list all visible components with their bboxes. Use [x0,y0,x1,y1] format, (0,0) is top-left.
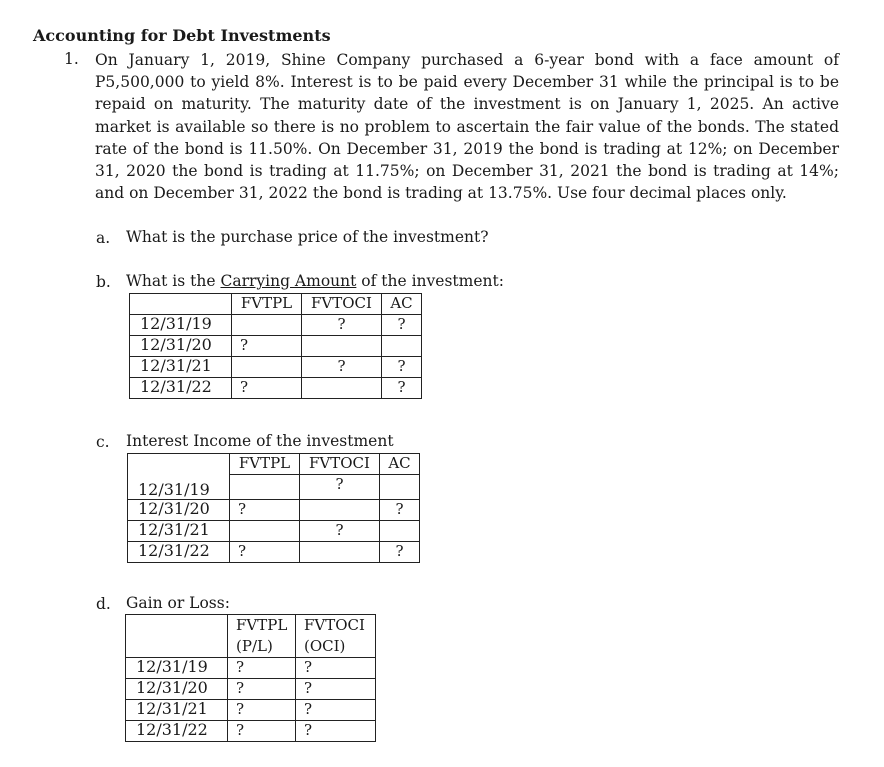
table-row [128,520,420,541]
part-a-text: What is the purchase price of the investment? [126,228,489,246]
part-d-marker: d. [96,595,111,613]
header-fvtpl: FVTPL [230,454,300,475]
table-row [130,336,422,357]
cell-ac: ? [380,541,420,562]
table-row [126,721,376,742]
row-date: 12/31/22 [128,541,230,562]
header-fvtoci-line2: (OCI) [304,637,346,655]
header-ac: AC [380,454,420,475]
cell-fvtoci: ? [296,658,376,679]
header-blank-cell [128,454,230,475]
table-row [130,315,422,336]
cell-fvtoci [302,378,382,399]
interest-income-table [127,453,420,563]
cell-fvtoci [302,336,382,357]
cell-ac: ? [382,378,422,399]
header-ac: AC [382,294,422,315]
row-date: 12/31/21 [126,700,228,721]
cell-fvtpl: ? [228,658,296,679]
cell-fvtpl [232,315,302,336]
part-b-text-before: What is the [126,272,221,290]
table-header-row [130,294,422,315]
header-fvtpl-line1: FVTPL [236,616,288,634]
row-date: 12/31/19 [128,475,230,500]
cell-ac: ? [382,357,422,378]
part-a-marker: a. [96,229,111,247]
cell-ac [382,336,422,357]
cell-fvtpl: ? [228,679,296,700]
header-fvtoci: FVTOCI [300,454,380,475]
part-c-marker: c. [96,433,110,451]
cell-fvtoci: ? [302,357,382,378]
row-date: 12/31/19 [130,315,232,336]
table-header-row [128,454,420,475]
cell-fvtoci: ? [296,679,376,700]
row-date: 12/31/22 [130,378,232,399]
table-row [130,378,422,399]
cell-fvtoci: ? [296,700,376,721]
cell-fvtpl: ? [228,721,296,742]
header-fvtpl-line2: (P/L) [236,637,273,655]
part-b-text [126,272,504,290]
header-blank-cell [126,615,228,658]
question-number: 1. [64,50,79,68]
row-date: 12/31/21 [128,520,230,541]
cell-fvtoci: ? [300,520,380,541]
row-date: 12/31/21 [130,357,232,378]
table-header-row [126,615,376,658]
row-date: 12/31/19 [126,658,228,679]
header-fvtpl: FVTPL [232,294,302,315]
table-row [128,541,420,562]
part-c-text: Interest Income of the investment [126,432,394,450]
part-b-marker: b. [96,273,111,291]
header-fvtpl [228,615,296,658]
header-blank-cell [130,294,232,315]
header-fvtoci-line1: FVTOCI [304,616,365,634]
table-row [128,475,420,500]
part-d-text: Gain or Loss: [126,594,230,612]
gain-loss-table [125,614,376,742]
header-fvtoci: FVTOCI [302,294,382,315]
cell-fvtpl: ? [232,336,302,357]
cell-fvtoci: ? [302,315,382,336]
cell-ac: ? [382,315,422,336]
table-row [128,499,420,520]
cell-fvtpl [230,520,300,541]
document-title: Accounting for Debt Investments [33,26,331,45]
cell-ac [380,475,420,500]
table-row [126,679,376,700]
cell-fvtpl: ? [230,499,300,520]
cell-fvtpl [232,357,302,378]
question-text: On January 1, 2019, Shine Company purchased a 6-year bond with a face amount of P5,500,000 to yield 8%. Interest is to be paid every December 31 while the principal is to be repaid on maturity. The maturity date of the investment is on January 1, 2025. An active market is available so there is no problem to ascertain the fair value of the bonds. The stated rate of the bond is 11.50%. On December 31, 2019 the bond is trading at 12%; on December 31, 2020 the bond is trading at 11.75%; on December 31, 2021 the bond is trading at 14%; and on December 31, 2022 the bond is trading at 13.75%. Use four decimal places only. [95,51,839,203]
row-date: 12/31/22 [126,721,228,742]
table-row [126,700,376,721]
cell-fvtoci [300,541,380,562]
cell-ac [380,520,420,541]
cell-fvtpl [230,475,300,500]
cell-fvtpl: ? [228,700,296,721]
part-b-text-after: of the investment: [356,272,504,290]
cell-fvtoci: ? [300,475,380,500]
row-date: 12/31/20 [130,336,232,357]
cell-fvtoci [300,499,380,520]
carrying-amount-table [129,293,422,399]
cell-ac: ? [380,499,420,520]
row-date: 12/31/20 [126,679,228,700]
table-row [126,658,376,679]
header-fvtoci [296,615,376,658]
cell-fvtpl: ? [232,378,302,399]
cell-fvtpl: ? [230,541,300,562]
part-b-text-underlined: Carrying Amount [220,272,357,290]
row-date: 12/31/20 [128,499,230,520]
table-row [130,357,422,378]
cell-fvtoci: ? [296,721,376,742]
